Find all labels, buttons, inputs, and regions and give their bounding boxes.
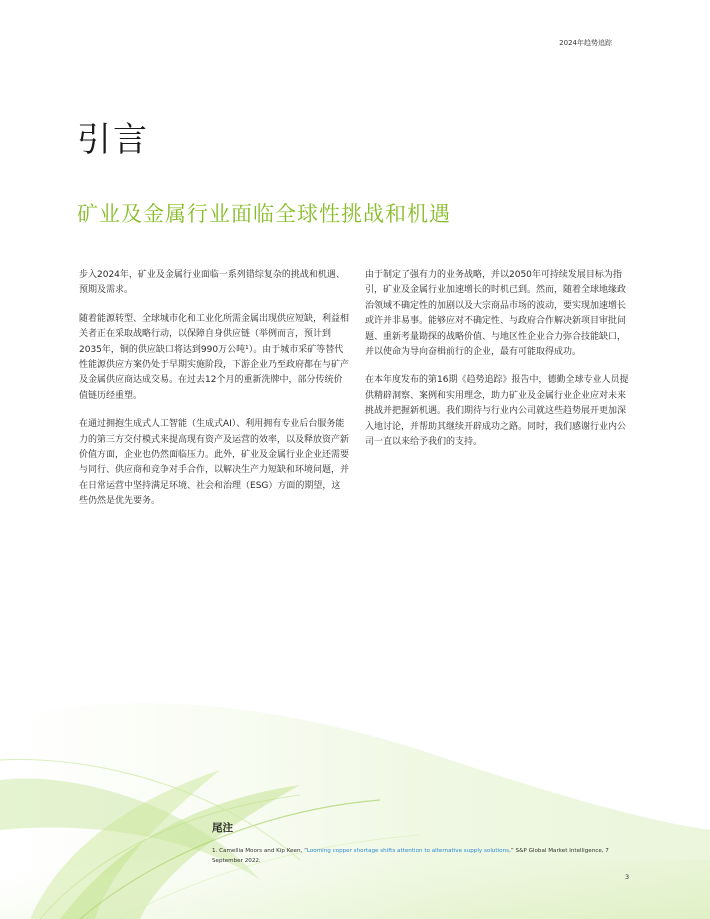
endnote-prefix: 1. Camellia Moors and Kip Keen, “ — [212, 848, 307, 854]
headline: 矿业及金属行业面临全球性挑战和机遇 — [77, 202, 451, 226]
paragraph: 步入2024年，矿业及金属行业面临一系列错综复杂的挑战和机遇、预期及需求。 — [79, 270, 345, 296]
body-column-right — [365, 268, 633, 463]
paragraph: 在本年度发布的第16期《趋势追踪》报告中，德勤全球专业人员提供精辟洞察、案例和实用理念，助力矿业及金属行业企业应对未来挑战并把握新机遇。我们期待与行业内公司就这些趋势展开更加深入地讨论，并帮助其继续开辟成功之路。同时，我们感谢行业内公司一直以来给予我们的支持。 — [365, 375, 629, 448]
decorative-green-wave — [0, 660, 710, 919]
section-title: 引言 — [77, 120, 149, 160]
endnotes-title: 尾注 — [212, 822, 233, 834]
paragraph: 随着能源转型、全球城市化和工业化所需金属出现供应短缺，利益相关者正在采取战略行动，以保障自身供应链（举例而言，预计到2035年，铜的供应缺口将达到990万公吨¹）。由于城市采矿等替代性能源供应方案仍处于早期实施阶段，下游企业乃至政府都在与矿产及金属供应商达成交易。在过去12个月的重新洗牌中，部分传统价值链历经重塑。 — [79, 313, 350, 401]
body-column-left — [79, 268, 349, 523]
paragraph: 在通过拥抱生成式人工智能（生成式AI）、利用拥有专业后台服务能力的第三方交付模式来提高现有资产及运营的效率，以及释放资产新价值方面，企业也仍然面临压力。此外，矿业及金属行业企业还需要与同行、供应商和竞争对手合作，以解决生产力短缺和环境问题，并在日常运营中坚持满足环境、社会和治理（ESG）方面的期望，这些仍然是优先要务。 — [79, 419, 350, 507]
running-header: 2024年趋势追踪 — [559, 39, 612, 47]
endnote-item — [212, 846, 622, 866]
endnote-link[interactable]: Looming copper shortage shifts attention to alternative supply solutions — [306, 848, 510, 854]
endnote-suffix: ,” S&P Global Market Intelligence, 7 September 2022. — [212, 848, 609, 864]
page-number: 3 — [625, 873, 630, 881]
paragraph: 由于制定了强有力的业务战略，并以2050年可持续发展目标为指引，矿业及金属行业加速增长的时机已到。然而，随着全球地缘政治领域不确定性的加剧以及大宗商品市场的波动，要实现加速增长或许并非易事。能够应对不确定性、与政府合作解决新项目审批问题、重新考量勘探的战略价值、与地区性企业合力弥合技能缺口，并以使命为导向奋楫前行的企业，最有可能取得成功。 — [365, 270, 627, 358]
